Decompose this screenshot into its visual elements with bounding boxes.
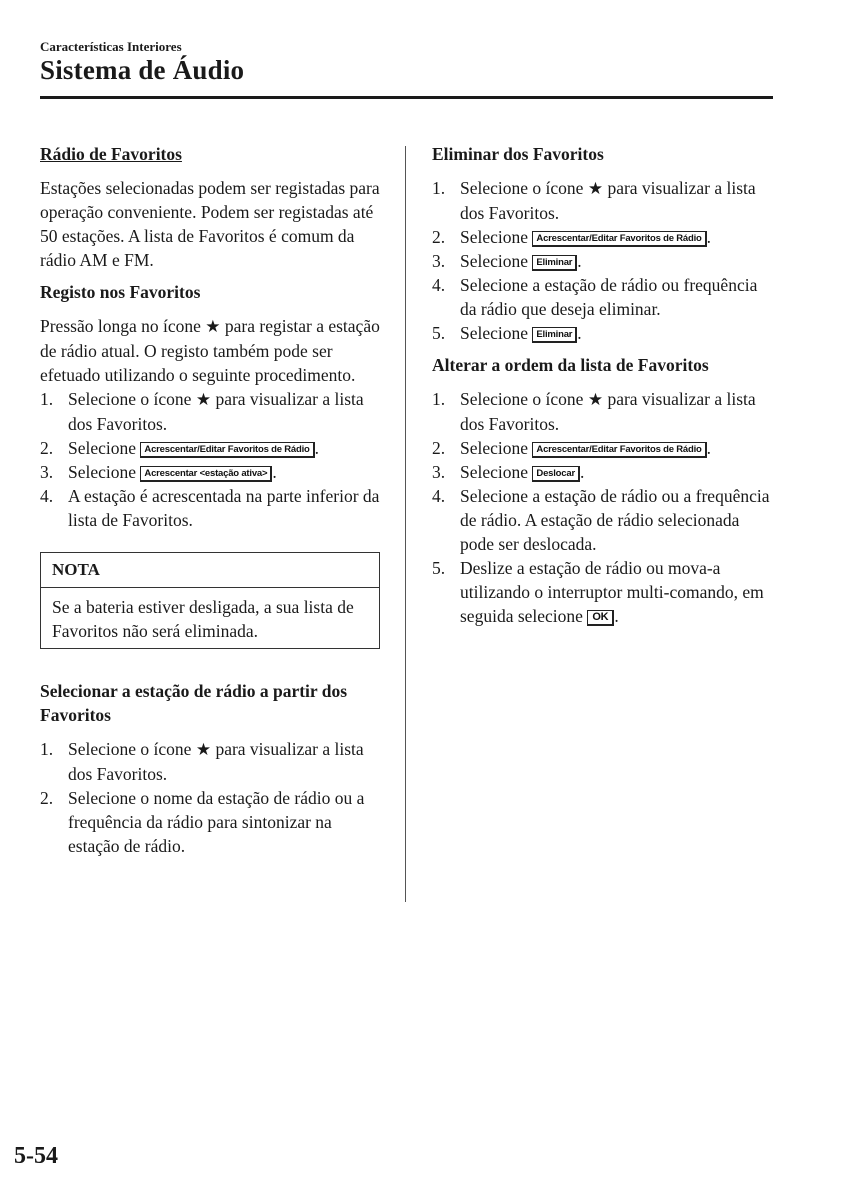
list-item <box>432 176 777 225</box>
register-text-b: para registar a estação de rádio atual. O registo também pode ser efetuado utilizando o seguinte procedimento. <box>40 316 380 385</box>
heading-select-from-favorites: Selecionar a estação de rádio a partir dos Favoritos <box>40 681 348 725</box>
step-text: Selecione Acrescentar <estação ativa> . <box>68 462 277 482</box>
step-number: 3. <box>432 462 446 482</box>
step-text <box>460 176 777 225</box>
list-item <box>40 460 385 484</box>
list-item <box>432 387 777 436</box>
step-text-a: Selecione <box>460 227 529 247</box>
step-text <box>460 387 777 436</box>
register-steps <box>40 387 385 532</box>
step-text: Selecione Eliminar . <box>460 323 582 343</box>
step-text-a: Selecione <box>460 251 529 271</box>
list-item <box>432 460 777 484</box>
step-text: Deslize a estação de rádio ou mova-a utilizando o interruptor multi-comando, em seguida selecione OK . <box>460 558 764 626</box>
step-text: Selecione a estação de rádio ou a frequência de rádio. A estação de rádio selecionada pode ser deslocada. <box>460 486 770 554</box>
heading-register-favorites: Registo nos Favoritos <box>40 282 201 302</box>
step-text <box>68 387 385 436</box>
move-key: Deslocar <box>532 466 580 482</box>
add-edit-favorites-key: Acrescentar/Editar Favoritos de Rádio <box>532 442 706 458</box>
add-edit-favorites-key: Acrescentar/Editar Favoritos de Rádio <box>532 231 706 247</box>
step-text-a: Selecione o ícone <box>460 178 584 198</box>
star-icon: ★ <box>205 317 221 337</box>
delete-steps <box>432 176 777 345</box>
left-column <box>40 142 385 866</box>
select-steps <box>40 737 385 858</box>
list-item <box>432 436 777 460</box>
step-number: 2. <box>432 227 446 247</box>
add-edit-favorites-key: Acrescentar/Editar Favoritos de Rádio <box>140 442 314 458</box>
step-number: 1. <box>432 178 446 198</box>
register-paragraph <box>40 314 385 387</box>
delete-key: Eliminar <box>532 255 577 271</box>
step-number: 1. <box>40 739 54 759</box>
star-icon: ★ <box>195 740 212 760</box>
step-text: Selecione Acrescentar/Editar Favoritos de Rádio . <box>68 438 320 458</box>
step-text-a: Selecione o ícone <box>460 389 584 409</box>
column-divider <box>405 146 406 902</box>
step-text: Selecione a estação de rádio ou frequência da rádio que deseja eliminar. <box>460 275 758 319</box>
register-text-a: Pressão longa no ícone <box>40 316 201 336</box>
page-number: 5-54 <box>14 1143 58 1169</box>
note-box <box>40 552 380 649</box>
add-active-station-key: Acrescentar <estação ativa> <box>140 466 272 482</box>
star-icon: ★ <box>587 390 604 410</box>
step-text-a: Selecione <box>460 462 529 482</box>
ok-key: OK <box>587 610 614 626</box>
list-item <box>432 249 777 273</box>
step-number: 5. <box>432 323 446 343</box>
step-text-a: Selecione <box>460 438 529 458</box>
list-item <box>432 556 777 628</box>
list-item <box>40 436 385 460</box>
list-item <box>432 273 777 321</box>
title-rule <box>40 96 773 99</box>
step-text-b: para visualizar a lista dos Favoritos. <box>68 739 364 784</box>
star-icon: ★ <box>587 179 604 199</box>
step-text-b: para visualizar a lista dos Favoritos. <box>460 178 756 223</box>
step-number: 2. <box>40 788 54 808</box>
step-text-a: Selecione o ícone <box>68 739 192 759</box>
heading-reorder-favorites: Alterar a ordem da lista de Favoritos <box>432 355 709 375</box>
heading-delete-favorites: Eliminar dos Favoritos <box>432 144 604 164</box>
list-item <box>432 225 777 249</box>
list-item <box>40 484 385 532</box>
step-text: Selecione Acrescentar/Editar Favoritos de Rádio . <box>460 227 712 247</box>
list-item <box>40 387 385 436</box>
step-number: 3. <box>40 462 54 482</box>
list-item <box>432 321 777 345</box>
delete-key: Eliminar <box>532 327 577 343</box>
step-text: Selecione o nome da estação de rádio ou a frequência da rádio para sintonizar na estação de rádio. <box>68 788 365 856</box>
star-icon: ★ <box>195 390 212 410</box>
note-title: NOTA <box>41 553 379 588</box>
step-text: A estação é acrescentada na parte inferior da lista de Favoritos. <box>68 486 380 530</box>
step-number: 1. <box>40 389 54 409</box>
page-title: Sistema de Áudio <box>40 55 245 85</box>
note-body: Se a bateria estiver desligada, a sua lista de Favoritos não será eliminada. <box>52 597 354 641</box>
step-number: 2. <box>40 438 54 458</box>
list-item <box>40 786 385 858</box>
step-text-a: Selecione o ícone <box>68 389 192 409</box>
right-column <box>432 142 777 636</box>
step-text: Selecione Eliminar . <box>460 251 582 271</box>
list-item <box>432 484 777 556</box>
step-number: 1. <box>432 389 446 409</box>
step-number: 5. <box>432 558 446 578</box>
step-text-a: Selecione <box>68 462 137 482</box>
step-number: 4. <box>432 275 446 295</box>
step-text <box>68 737 385 786</box>
step-number: 4. <box>432 486 446 506</box>
step-text-b: para visualizar a lista dos Favoritos. <box>68 389 364 434</box>
step-text: Selecione Acrescentar/Editar Favoritos de Rádio . <box>460 438 712 458</box>
step-text-a: Selecione <box>68 438 137 458</box>
step-text-a: Selecione <box>460 323 529 343</box>
heading-favorites-radio: Rádio de Favoritos <box>40 144 182 164</box>
step-text: Selecione Deslocar . <box>460 462 585 482</box>
reorder-steps <box>432 387 777 628</box>
list-item <box>40 737 385 786</box>
step-number: 4. <box>40 486 54 506</box>
step-text-a: Deslize a estação de rádio ou mova-a utilizando o interruptor multi-comando, em seguida selecione <box>460 558 764 626</box>
intro-paragraph: Estações selecionadas podem ser registadas para operação conveniente. Podem ser registadas até 50 estações. A lista de Favoritos é comum da rádio AM e FM. <box>40 178 380 270</box>
step-text-b: para visualizar a lista dos Favoritos. <box>460 389 756 434</box>
step-number: 2. <box>432 438 446 458</box>
section-label: Características Interiores <box>40 39 182 54</box>
step-number: 3. <box>432 251 446 271</box>
